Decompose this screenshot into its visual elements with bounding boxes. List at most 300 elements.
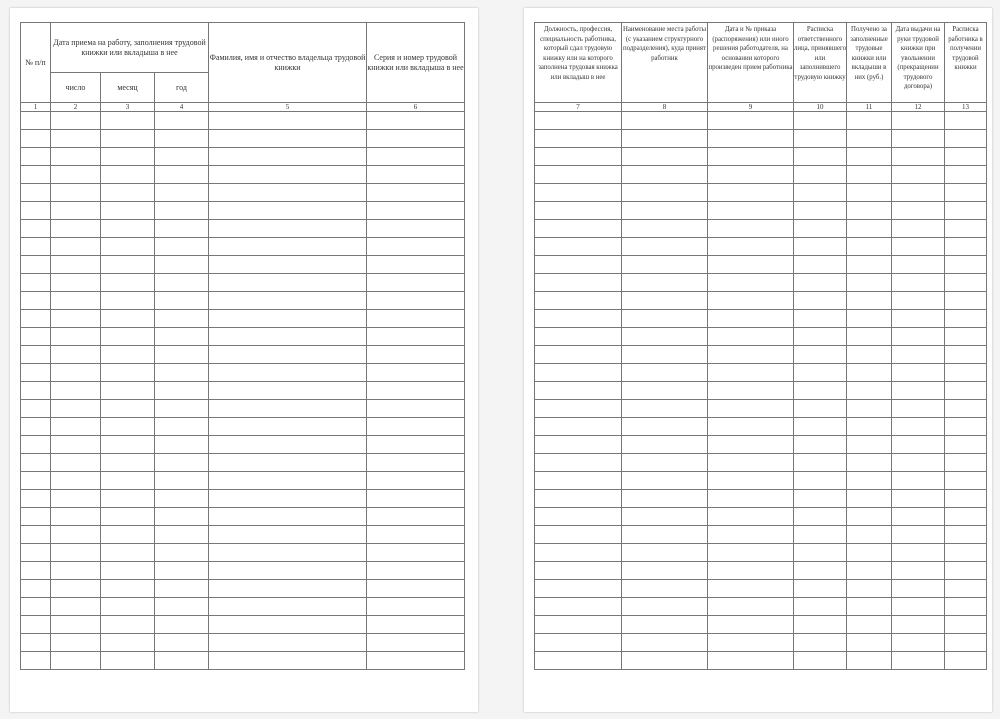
table-cell <box>367 112 465 130</box>
table-cell <box>155 310 209 328</box>
column-number: 3 <box>101 103 155 112</box>
table-row <box>535 634 987 652</box>
table-cell <box>794 238 847 256</box>
table-cell <box>847 400 892 418</box>
table-cell <box>892 274 945 292</box>
table-cell <box>892 202 945 220</box>
table-row <box>535 508 987 526</box>
table-cell <box>794 166 847 184</box>
table-cell <box>21 580 51 598</box>
table-row <box>21 220 465 238</box>
table-cell <box>367 292 465 310</box>
table-cell <box>535 328 622 346</box>
table-cell <box>209 184 367 202</box>
table-cell <box>847 112 892 130</box>
table-cell <box>794 184 847 202</box>
table-cell <box>367 526 465 544</box>
table-row <box>535 184 987 202</box>
table-cell <box>155 472 209 490</box>
table-cell <box>847 616 892 634</box>
table-row <box>21 580 465 598</box>
table-cell <box>708 652 794 670</box>
table-cell <box>847 274 892 292</box>
table-cell <box>794 130 847 148</box>
column-number: 4 <box>155 103 209 112</box>
table-row <box>21 112 465 130</box>
table-cell <box>101 328 155 346</box>
table-cell <box>794 328 847 346</box>
table-cell <box>51 220 101 238</box>
table-cell <box>535 652 622 670</box>
table-cell <box>101 148 155 166</box>
table-cell <box>209 454 367 472</box>
table-cell <box>209 292 367 310</box>
table-row <box>21 490 465 508</box>
table-cell <box>622 580 708 598</box>
table-cell <box>847 472 892 490</box>
table-cell <box>51 634 101 652</box>
table-cell <box>367 256 465 274</box>
table-cell <box>892 598 945 616</box>
table-cell <box>892 652 945 670</box>
table-cell <box>847 310 892 328</box>
table-cell <box>367 472 465 490</box>
table-cell <box>21 328 51 346</box>
table-cell <box>535 292 622 310</box>
table-cell <box>209 634 367 652</box>
table-cell <box>101 634 155 652</box>
table-cell <box>794 310 847 328</box>
table-cell <box>51 310 101 328</box>
table-row <box>21 598 465 616</box>
table-cell <box>367 364 465 382</box>
table-cell <box>794 112 847 130</box>
table-cell <box>51 652 101 670</box>
column-number: 7 <box>535 103 622 112</box>
table-cell <box>945 634 987 652</box>
table-cell <box>155 526 209 544</box>
table-row <box>21 508 465 526</box>
table-cell <box>708 490 794 508</box>
table-cell <box>51 490 101 508</box>
table-cell <box>892 364 945 382</box>
table-cell <box>892 130 945 148</box>
left-table-body <box>21 112 465 670</box>
table-cell <box>51 346 101 364</box>
table-cell <box>367 562 465 580</box>
table-cell <box>367 310 465 328</box>
table-cell <box>209 346 367 364</box>
table-row <box>21 256 465 274</box>
table-cell <box>51 184 101 202</box>
table-cell <box>155 238 209 256</box>
table-cell <box>367 418 465 436</box>
table-cell <box>945 382 987 400</box>
table-cell <box>622 202 708 220</box>
table-cell <box>535 166 622 184</box>
table-row <box>535 310 987 328</box>
table-cell <box>21 490 51 508</box>
table-cell <box>535 418 622 436</box>
table-cell <box>945 220 987 238</box>
table-cell <box>708 166 794 184</box>
table-cell <box>847 184 892 202</box>
table-cell <box>101 184 155 202</box>
table-cell <box>892 454 945 472</box>
table-cell <box>209 418 367 436</box>
table-cell <box>21 274 51 292</box>
table-cell <box>101 544 155 562</box>
table-cell <box>21 634 51 652</box>
table-cell <box>847 148 892 166</box>
table-cell <box>847 634 892 652</box>
table-cell <box>622 310 708 328</box>
table-cell <box>209 652 367 670</box>
table-cell <box>21 562 51 580</box>
header-date-group: Дата приема на работу, заполнения трудовой книжки или вкладыша в нее <box>51 23 209 73</box>
table-cell <box>708 328 794 346</box>
table-cell <box>794 148 847 166</box>
table-cell <box>101 202 155 220</box>
header-month: месяц <box>101 73 155 103</box>
table-cell <box>367 238 465 256</box>
table-cell <box>101 454 155 472</box>
table-cell <box>367 598 465 616</box>
table-cell <box>21 364 51 382</box>
right-table-body <box>535 112 987 670</box>
table-cell <box>101 508 155 526</box>
table-cell <box>892 508 945 526</box>
table-cell <box>847 526 892 544</box>
table-cell <box>945 274 987 292</box>
table-cell <box>51 112 101 130</box>
table-cell <box>535 238 622 256</box>
table-cell <box>847 364 892 382</box>
table-cell <box>209 202 367 220</box>
table-cell <box>892 544 945 562</box>
table-cell <box>21 454 51 472</box>
table-cell <box>367 400 465 418</box>
table-cell <box>708 220 794 238</box>
table-cell <box>51 580 101 598</box>
table-cell <box>535 112 622 130</box>
table-cell <box>155 130 209 148</box>
table-cell <box>892 292 945 310</box>
table-cell <box>535 490 622 508</box>
table-row <box>535 112 987 130</box>
table-cell <box>708 310 794 328</box>
table-cell <box>945 562 987 580</box>
table-cell <box>367 544 465 562</box>
table-cell <box>847 382 892 400</box>
table-cell <box>21 382 51 400</box>
table-cell <box>535 598 622 616</box>
table-cell <box>367 616 465 634</box>
table-cell <box>622 454 708 472</box>
table-cell <box>945 310 987 328</box>
table-row <box>535 166 987 184</box>
table-cell <box>101 310 155 328</box>
table-cell <box>847 418 892 436</box>
table-cell <box>101 526 155 544</box>
column-number: 8 <box>622 103 708 112</box>
table-cell <box>101 418 155 436</box>
table-cell <box>209 436 367 454</box>
table-cell <box>209 328 367 346</box>
table-cell <box>794 274 847 292</box>
table-cell <box>51 598 101 616</box>
table-cell <box>945 598 987 616</box>
column-number: 13 <box>945 103 987 112</box>
table-cell <box>708 202 794 220</box>
table-cell <box>945 454 987 472</box>
table-row <box>535 544 987 562</box>
table-cell <box>367 166 465 184</box>
table-cell <box>101 562 155 580</box>
table-cell <box>535 130 622 148</box>
table-cell <box>794 526 847 544</box>
table-row <box>535 454 987 472</box>
table-cell <box>101 112 155 130</box>
table-row <box>21 526 465 544</box>
table-cell <box>794 598 847 616</box>
table-row <box>21 148 465 166</box>
table-cell <box>209 112 367 130</box>
table-cell <box>708 616 794 634</box>
table-cell <box>945 526 987 544</box>
table-row <box>21 418 465 436</box>
header-order: Дата и № приказа (распоряжения) или иного решения работодателя, на основании которого произведен прием работника <box>708 23 794 103</box>
table-cell <box>945 184 987 202</box>
table-cell <box>945 472 987 490</box>
table-cell <box>945 346 987 364</box>
table-row <box>21 562 465 580</box>
header-series: Серия и номер трудовой книжки или вкладыша в нее <box>367 23 465 103</box>
table-cell <box>708 184 794 202</box>
table-cell <box>155 652 209 670</box>
table-cell <box>209 508 367 526</box>
table-cell <box>794 616 847 634</box>
table-cell <box>155 292 209 310</box>
table-cell <box>367 184 465 202</box>
table-cell <box>51 292 101 310</box>
table-cell <box>708 346 794 364</box>
table-cell <box>101 598 155 616</box>
table-row <box>21 328 465 346</box>
table-cell <box>622 184 708 202</box>
table-cell <box>51 256 101 274</box>
table-cell <box>21 436 51 454</box>
table-cell <box>535 634 622 652</box>
table-cell <box>535 220 622 238</box>
table-cell <box>892 148 945 166</box>
table-cell <box>794 292 847 310</box>
table-cell <box>51 238 101 256</box>
table-cell <box>708 598 794 616</box>
table-cell <box>21 202 51 220</box>
table-cell <box>708 238 794 256</box>
table-cell <box>155 148 209 166</box>
table-cell <box>892 580 945 598</box>
table-cell <box>535 562 622 580</box>
table-cell <box>535 526 622 544</box>
table-cell <box>847 652 892 670</box>
table-cell <box>535 202 622 220</box>
table-row <box>21 454 465 472</box>
table-row <box>535 346 987 364</box>
table-cell <box>794 634 847 652</box>
table-cell <box>794 202 847 220</box>
header-receipt-responsible: Расписка ответственного лица, принявшего или заполнившего трудовую книжку <box>794 23 847 103</box>
table-cell <box>945 490 987 508</box>
table-cell <box>367 382 465 400</box>
table-row <box>21 436 465 454</box>
table-row <box>535 418 987 436</box>
header-workplace: Наименование места работы (с указанием структурного подразделения), куда принят работник <box>622 23 708 103</box>
table-cell <box>892 310 945 328</box>
table-cell <box>847 256 892 274</box>
table-cell <box>51 562 101 580</box>
table-row <box>535 526 987 544</box>
table-cell <box>21 544 51 562</box>
table-cell <box>794 508 847 526</box>
table-cell <box>708 148 794 166</box>
column-number: 5 <box>209 103 367 112</box>
table-cell <box>535 400 622 418</box>
table-cell <box>622 526 708 544</box>
table-cell <box>155 166 209 184</box>
table-cell <box>101 490 155 508</box>
table-cell <box>51 526 101 544</box>
table-cell <box>101 256 155 274</box>
table-cell <box>794 562 847 580</box>
table-row <box>535 274 987 292</box>
table-cell <box>794 256 847 274</box>
table-cell <box>155 220 209 238</box>
table-cell <box>708 472 794 490</box>
table-cell <box>155 490 209 508</box>
table-cell <box>209 544 367 562</box>
table-cell <box>209 256 367 274</box>
table-cell <box>622 220 708 238</box>
table-cell <box>892 562 945 580</box>
table-cell <box>945 652 987 670</box>
table-cell <box>51 148 101 166</box>
table-row <box>535 580 987 598</box>
table-cell <box>945 256 987 274</box>
table-cell <box>209 364 367 382</box>
table-cell <box>51 400 101 418</box>
table-cell <box>622 130 708 148</box>
table-cell <box>945 364 987 382</box>
table-cell <box>21 346 51 364</box>
table-cell <box>622 364 708 382</box>
table-cell <box>622 148 708 166</box>
table-cell <box>367 652 465 670</box>
table-cell <box>21 220 51 238</box>
table-cell <box>622 598 708 616</box>
table-row <box>21 238 465 256</box>
table-cell <box>847 454 892 472</box>
table-cell <box>622 490 708 508</box>
table-cell <box>209 220 367 238</box>
table-cell <box>209 382 367 400</box>
header-receipt-employee: Расписка работника в получении трудовой книжки <box>945 23 987 103</box>
table-cell <box>892 526 945 544</box>
table-cell <box>622 238 708 256</box>
table-cell <box>708 634 794 652</box>
table-cell <box>535 454 622 472</box>
table-cell <box>708 382 794 400</box>
table-cell <box>209 310 367 328</box>
header-payment: Получено за заполненные трудовые книжки или вкладыши в них (руб.) <box>847 23 892 103</box>
table-cell <box>155 436 209 454</box>
table-cell <box>21 616 51 634</box>
header-year: год <box>155 73 209 103</box>
table-cell <box>847 292 892 310</box>
table-cell <box>535 544 622 562</box>
table-cell <box>367 328 465 346</box>
table-row <box>21 634 465 652</box>
table-cell <box>847 490 892 508</box>
table-cell <box>622 472 708 490</box>
table-cell <box>367 508 465 526</box>
column-number: 1 <box>21 103 51 112</box>
table-row <box>21 364 465 382</box>
table-row <box>535 562 987 580</box>
table-cell <box>945 166 987 184</box>
table-cell <box>892 112 945 130</box>
table-cell <box>945 418 987 436</box>
table-cell <box>892 220 945 238</box>
table-cell <box>51 418 101 436</box>
table-cell <box>708 580 794 598</box>
table-cell <box>155 112 209 130</box>
table-cell <box>101 166 155 184</box>
table-cell <box>21 418 51 436</box>
table-row <box>535 616 987 634</box>
table-cell <box>622 562 708 580</box>
right-page <box>524 8 992 712</box>
table-cell <box>847 544 892 562</box>
table-cell <box>945 112 987 130</box>
table-cell <box>708 544 794 562</box>
table-cell <box>155 616 209 634</box>
table-cell <box>535 436 622 454</box>
header-num: № п/п <box>21 23 51 103</box>
table-row <box>21 544 465 562</box>
table-cell <box>945 544 987 562</box>
table-cell <box>622 328 708 346</box>
table-cell <box>155 580 209 598</box>
left-page <box>10 8 478 712</box>
table-row <box>535 364 987 382</box>
table-cell <box>847 328 892 346</box>
table-cell <box>847 436 892 454</box>
table-cell <box>794 418 847 436</box>
table-cell <box>622 256 708 274</box>
table-cell <box>367 436 465 454</box>
table-cell <box>101 616 155 634</box>
table-cell <box>51 454 101 472</box>
table-cell <box>21 652 51 670</box>
table-cell <box>622 418 708 436</box>
table-row <box>535 220 987 238</box>
table-cell <box>155 364 209 382</box>
table-cell <box>622 544 708 562</box>
table-cell <box>367 634 465 652</box>
table-row <box>21 400 465 418</box>
